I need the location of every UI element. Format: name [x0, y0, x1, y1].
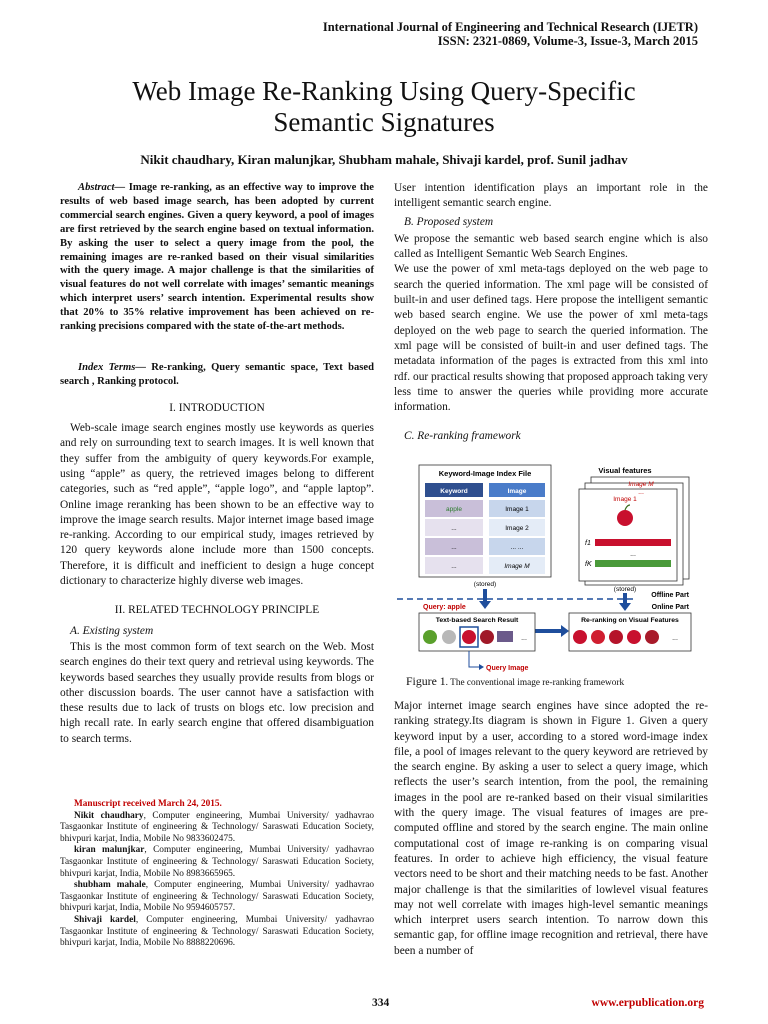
- footnote-author-4-name: Shivaji kardel: [74, 914, 136, 925]
- reranked-apple-3: [609, 630, 623, 644]
- keyword-apple: apple: [446, 506, 462, 513]
- reranking-description: Major internet image search engines have since adopted the re-ranking strategy.Its diagram is shown in Figure 1. Given a query keyword input by a user, according to a stored word-image index file, a pool of images relevant to the query keyword are retrieved by the search engine. By asking a user to select a query image, which reflects the user’s search intention, from the pool, the remaining images in the pool are re-ranked based on their visual similarities with the query image. The visual features of images are pre-computed offline and stored by the search engine. The main online computational cost of image re-ranking is on comparing visual features. In order to achieve high efficiency, the visual feature vectors need to be short and their matching needs to be fast. Another major challenge is that the similarities of lowlevel visual features may not well correlate with images high-level semantic meanings which interpret users search intention. To narrow down this semantic gap, for offline image recognition and retrieval, there have been a number of: [394, 700, 708, 957]
- proposed-system-heading: B. Proposed system: [404, 215, 494, 228]
- section-introduction-heading: I. INTRODUCTION: [169, 401, 265, 414]
- image-row-2: Image 2: [505, 525, 529, 532]
- image-header: Image: [507, 488, 527, 495]
- footnotes: [60, 799, 374, 950]
- arrow-right-head: [561, 625, 569, 637]
- text-result-dots: ...: [521, 635, 527, 642]
- footnote-author-4: [60, 915, 374, 950]
- reranked-apple-5: [645, 630, 659, 644]
- image-row-3: ... ...: [510, 544, 524, 551]
- stored-label-left: (stored): [473, 581, 497, 588]
- keyword-row-3: ...: [451, 544, 457, 551]
- rerank-result-dots: ...: [672, 635, 678, 642]
- index-terms-text: Re-ranking, Query semantic space, Text based search , Ranking protocol.: [60, 361, 374, 387]
- reranking-framework-heading: C. Re-ranking framework: [404, 430, 521, 443]
- reranking-framework-figure: [397, 463, 693, 673]
- feature-fk-label: fK: [585, 561, 592, 568]
- index-file-title: Keyword-Image Index File: [438, 469, 532, 478]
- red-apple-icon-2: [480, 630, 494, 644]
- feature-bar-fk: [595, 560, 671, 567]
- image-row-1: Image 1: [505, 506, 529, 513]
- offline-part-label: Offline Part: [651, 592, 689, 599]
- apple-image-icon: [617, 510, 633, 526]
- text-search-result-title: Text-based Search Result: [435, 617, 519, 624]
- reranked-apple-4: [627, 630, 641, 644]
- query-image-label: Query Image: [486, 665, 529, 672]
- proposed-system-p1: We propose the semantic web based search engine which is also called as Intelligent Semantic Web Search Engines.: [394, 232, 708, 261]
- introduction-text: Web-scale image search engines mostly use keywords as queries and rely on surrounding text to search images. It is well known that they suffer from the ambiguity of query keywords.For example, using “apple” as query, the retrieved images belong to different categories, such as “red apple”, “apple logo”, and “apple laptop”. Online image reranking has been shown to be an effective way to improve the image search results. Major internet image based image re-ranking. According to our empirical study, images retrieved by 120 query keywords alone include more than 1500 concepts. Therefore, it is difficult and inefficient to design a huge concept dictionary to characterize highly diverse web images.: [60, 422, 374, 588]
- red-apple-icon: [462, 630, 476, 644]
- abstract: [60, 181, 374, 334]
- query-label: Query: apple: [423, 604, 466, 611]
- existing-system-text: This is the most common form of text search on the Web. Most search engines do their text query and retrieval using keywords. The keywords based searches they usually provide results from blogs or other discussion boards. The user cannot have a satisfaction with these results due to lack of trusts on blogs etc. low precision and high recall rate. In early search engine that offered disambiguation to search terms.: [60, 640, 374, 745]
- index-terms-lead: Index Terms—: [78, 361, 146, 373]
- reranked-apple-2: [591, 630, 605, 644]
- green-apple-icon: [423, 630, 437, 644]
- journal-name: International Journal of Engineering and Technical Research (IJETR): [322, 20, 698, 34]
- reranking-result-title: Re-ranking on Visual Features: [581, 617, 679, 624]
- apple-logo-icon: [442, 630, 456, 644]
- laptop-icon: [497, 631, 513, 642]
- footnote-author-1: [60, 811, 374, 846]
- paper-title: [40, 76, 728, 138]
- stored-label-right: (stored): [613, 586, 637, 593]
- title-line-1: Web Image Re-Ranking Using Query-Specific: [132, 76, 636, 106]
- footnote-author-4-text: , Computer engineering, Mumbai University/ yadhavrao Tasgaonkar Institute of engineering & Technology/ Saraswati Education Society, bhivpuri karjat, India, Mobile No 8888220696.: [60, 914, 374, 949]
- visual-dots: ...: [638, 489, 644, 496]
- page-number: 334: [372, 997, 390, 1009]
- right-column-lower: [394, 699, 708, 959]
- feature-dots: ...: [630, 551, 636, 558]
- image-m-label: Image M: [628, 481, 654, 488]
- manuscript-received: Manuscript received March 24, 2015.: [74, 799, 222, 809]
- footnote-author-2-name: kiran malunjkar: [74, 845, 145, 856]
- figure-caption-text: . The conventional image re-ranking framework: [445, 678, 625, 688]
- figure-caption-label: Figure 1: [406, 674, 446, 688]
- footnote-author-2-text: , Computer engineering, Mumbai University/ yadhavrao Tasgaonkar Institute of engineering & Technology/ Saraswati Education Society, bhivpuri karjat, India, Mobile No 8983665965.: [60, 845, 374, 879]
- image-1-label: Image 1: [613, 496, 637, 503]
- image-row-4: Image M: [504, 563, 530, 570]
- query-image-pointer: [469, 651, 479, 667]
- user-intention-text: User intention identification plays an important role in the intelligent semantic search engine.: [394, 182, 708, 210]
- keyword-header: Keyword: [440, 488, 468, 495]
- abstract-text: Image re-ranking, as an effective way to improve the results of web based image search, has been adopted by current commercial search engines. Given a query keyword, a pool of images are first retrieved by the search engine based on textual information. By asking the user to select a query image from the pool, the remaining images are re-ranked based on their visual similarities with the query image. A major challenge is that the similarities of visual features do not well correlate with images’ semantic meanings which interpret users’ search intention. Experimental results show that 20% to 35% relative improvement has been achieved on re-ranking precisions compared with the state of-the-art methods.: [60, 182, 374, 333]
- footnote-author-1-name: Nikit chaudhary: [74, 810, 144, 821]
- title-line-2: Semantic Signatures: [273, 107, 495, 137]
- reranked-apple-1: [573, 630, 587, 644]
- keyword-row-4: ...: [451, 563, 457, 570]
- abstract-lead: Abstract—: [78, 182, 126, 193]
- section-related-heading: II. RELATED TECHNOLOGY PRINCIPLE: [114, 604, 320, 617]
- footnote-author-3-name: shubham mahale: [74, 880, 146, 891]
- visual-features-title: Visual features: [598, 466, 652, 475]
- journal-header: [323, 20, 698, 48]
- existing-system-heading: A. Existing system: [70, 624, 154, 637]
- publisher-website[interactable]: www.erpublication.org: [591, 997, 704, 1009]
- index-terms: [60, 361, 374, 389]
- footnote-author-2: [60, 845, 374, 880]
- feature-f1-label: f1: [585, 540, 591, 547]
- query-image-pointer-head: [479, 664, 484, 670]
- footnote-author-3-text: , Computer engineering, Mumbai University/ yadhavrao Tasgaonkar Institute of engineering & Technology/ Saraswati Education Society, bhivpuri karjat, India, Mobile No 9594605757.: [60, 880, 374, 914]
- author-list: Nikit chaudhary, Kiran malunjkar, Shubham mahale, Shivaji kardel, prof. Sunil jadhav: [140, 152, 628, 167]
- arrow-index-head: [479, 601, 491, 609]
- arrow-visual-head: [619, 603, 631, 611]
- right-column: [394, 181, 708, 445]
- online-part-label: Online Part: [651, 604, 689, 611]
- left-column: [60, 181, 374, 747]
- journal-issn: ISSN: 2321-0869, Volume-3, Issue-3, March 2015: [437, 34, 698, 48]
- keyword-row-2: ...: [451, 525, 457, 532]
- footnote-author-3: [60, 880, 374, 915]
- feature-bar-f1: [595, 539, 671, 546]
- figure-caption: [406, 674, 624, 689]
- footnote-author-1-text: , Computer engineering, Mumbai University/ yadhavrao Tasgaonkar Institute of engineering & Technology/ Saraswati Education Society, bhivpuri karjat, India, Mobile No 9833602475.: [60, 810, 374, 844]
- proposed-system-p2: We use the power of xml meta-tags deployed on the web page to search the queried information. The xml page will be consisted of built-in and user defined tags. Here propose the intelligent semantic web based search engine. We use the power of xml meta-tags deployed on the web page to search the queried information. The xml page will be consisted of built-in and user defined tags. The metadata information of the pages is extracted from this xml into rdf. our practical results showing that proposed approach taking very less time to answer the queries while providing more accurate information.: [394, 263, 708, 414]
